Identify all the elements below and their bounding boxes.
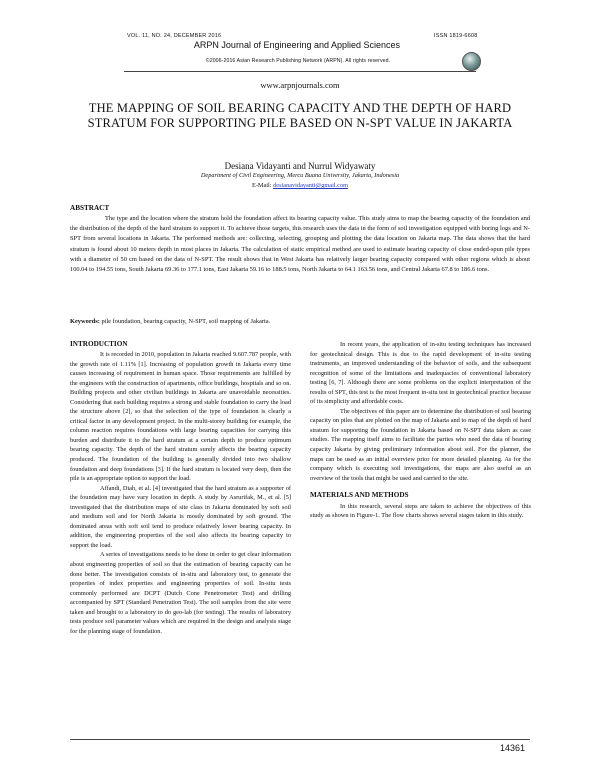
volume-info: VOL. 11, NO. 24, DECEMBER 2016: [127, 33, 222, 39]
footer-divider: [70, 739, 530, 740]
email-label: E-Mail:: [251, 182, 272, 189]
abstract-heading: ABSTRACT: [70, 204, 110, 212]
keywords-label: Keywords:: [70, 318, 100, 325]
issn-info: ISSN 1819-6608: [434, 33, 478, 39]
author-email-row: [0, 182, 600, 189]
methods-paragraph: In this research, several steps are taken to achieve the objectives of this study as shown in Figure-1. The flow charts shows several stages taken in this study.: [310, 502, 531, 520]
right-column: [310, 340, 531, 521]
introduction-heading: INTRODUCTION: [70, 340, 128, 348]
intro-paragraph: It is recorded in 2010, population in Jakarta reached 9.607.787 people, with the growth rate of 1.11% [1]. Increasing of population growth in Jakarta every time causes increasing of requirement in human space. Those requirements are fulfilled by the engineers with the construction of apartments, office buildings, hospitals and so on. Building projects and other civilian buildings in Jakarta are unavoidable necessities. Considering that each building requires a strong and stable foundation to carry the load the structure above [2], so that the selection of the type of foundation is clearly a critical factor in any development project. In the multi-storey building for example, the column reaction requires foundations with large bearing capacities for carrying this burden and distribute it to the hard stratum at a certain depth to produce optimum bearing capacity. The depth of the hard stratum surely affects the bearing capacity produced. The foundation of the building is generally divided into two shallow foundation and deep foundations [3]. If the hard stratum is located very deep, then the pile is an appropriate option to support the load.: [70, 351, 291, 483]
left-column: [70, 350, 291, 636]
paper-title: THE MAPPING OF SOIL BEARING CAPACITY AND THE DEPTH OF HARD STRATUM FOR SUPPORTING PILE BASED ON N-SPT VALUE IN JAKARTA: [87, 101, 513, 130]
author-affiliation: Department of Civil Engineering, Mercu Buana University, Jakarta, Indonesia: [200, 172, 400, 179]
header-divider: [124, 71, 476, 72]
intro-paragraph: In recent years, the application of in-situ testing techniques has increased for geotechnical design. This is due to the rapid development of in-situ testing instruments, an improved understanding of the behavior of soils, and the subsequent recognition of some of the limitations and inadequacies of conventional laboratory testing [6, 7]. Although there are some problems on the explicit interpretation of the results of SPT, this test is the most frequent in-situ test in geotechnical practice because of its simplicity and affordable costs.: [310, 341, 531, 406]
copyright-notice: ©2006-2016 Asian Research Publishing Network (ARPN). All rights reserved.: [205, 58, 391, 64]
intro-paragraph: A series of investigations needs to be done in order to get clear information about engineering properties of soil so that the estimation of bearing capacity can be done better. The investigation consists of in-situ and laboratory test, to generate the properties of index properties and engineering properties of soil. In-situ tests commonly performed are DCPT (Dutch Cone Penetrometer Test) and drilling accompanied by SPT (Standard Penetration Test). The soil samples from the site were taken and brought to a laboratory to do geo-lab (for testing). The results of laboratory tests produce soil parameter values which are required in the design and analysis stage for the planning stage of foundation.: [70, 551, 291, 635]
journal-logo-icon: [462, 52, 481, 71]
keywords-line: [70, 318, 530, 325]
journal-website-link[interactable]: www.arpnjournals.com: [260, 80, 340, 90]
keywords-text: pile foundation, bearing capacity, N-SPT, soil mapping of Jakarta.: [101, 318, 271, 325]
abstract-text: The type and the location where the stratum hold the foundation affect its bearing capacity value. This study aims to map the bearing capacity of the foundation and the distribution of the depth of the hard stratum to support it. To achieve those targets, this research uses the data in the form of soil investigation equipped with boring logs and N-SPT from several locations in Jakarta. The performed methods are: collecting, selecting, grouping and plotting the data location on Jakarta map. The data shows that the hard stratum is found about 10 meters depth in most places in Jakarta. The calculation of static empirical method are used to estimate bearing capacity of close ended-spun pile types with a diameter of 50 cm based on the data of N-SPT. The result shows that in West Jakarta has relatively larger bearing capacity compared with other regions which is about 100.04 to 194.55 tons, South Jakarta 69.36 to 177.1 tons, East Jakarta 59.16 to 188.5 tons, North Jakarta to 64.1 163.56 tons, and Central Jakarta 67.8 to 186.6 tons.: [70, 215, 530, 274]
author-email-link[interactable]: desianavidayanti@gmail.com: [273, 182, 349, 189]
intro-paragraph: Affandi, Diah, et al. [4] investigated that the hard stratum as a supporter of the foundation may have vary location in depth. A study by Asrurifak, M., et al. [5] investigated that the distribution maps of site class in Jakarta dominated by soft soil and medium soil and for North Jakarta is mostly dominated by soft ground. The dominated areas with soft soil tend to produce relatively lower bearing capacity. In addition, the engineering properties of the soil also affects its bearing capacity to support the load.: [70, 484, 291, 549]
page-number: 14361: [500, 743, 526, 753]
intro-paragraph: The objectives of this paper are to determine the distribution of soil bearing capacity on piles that are plotted on the map of Jakarta and to map of the depth of hard stratum for supporting the foundation in Jakarta based on N-SPT data taken as case studies. The mapping itself aims to facilitate the parties who need the data of bearing capacity Jakarta by giving preliminary information about soil. For the planner, the maps can be used as an initial overview prior for more detailed planning. As for the company which is executing soil investigations, the maps are also useful as an overview of the tools that might be used and carried to the site.: [310, 407, 531, 482]
paper-authors: Desiana Vidayanti and Nurrul Widyawaty: [224, 161, 376, 171]
journal-name: ARPN Journal of Engineering and Applied Sciences: [193, 40, 401, 50]
methods-heading: MATERIALS AND METHODS: [310, 491, 409, 500]
